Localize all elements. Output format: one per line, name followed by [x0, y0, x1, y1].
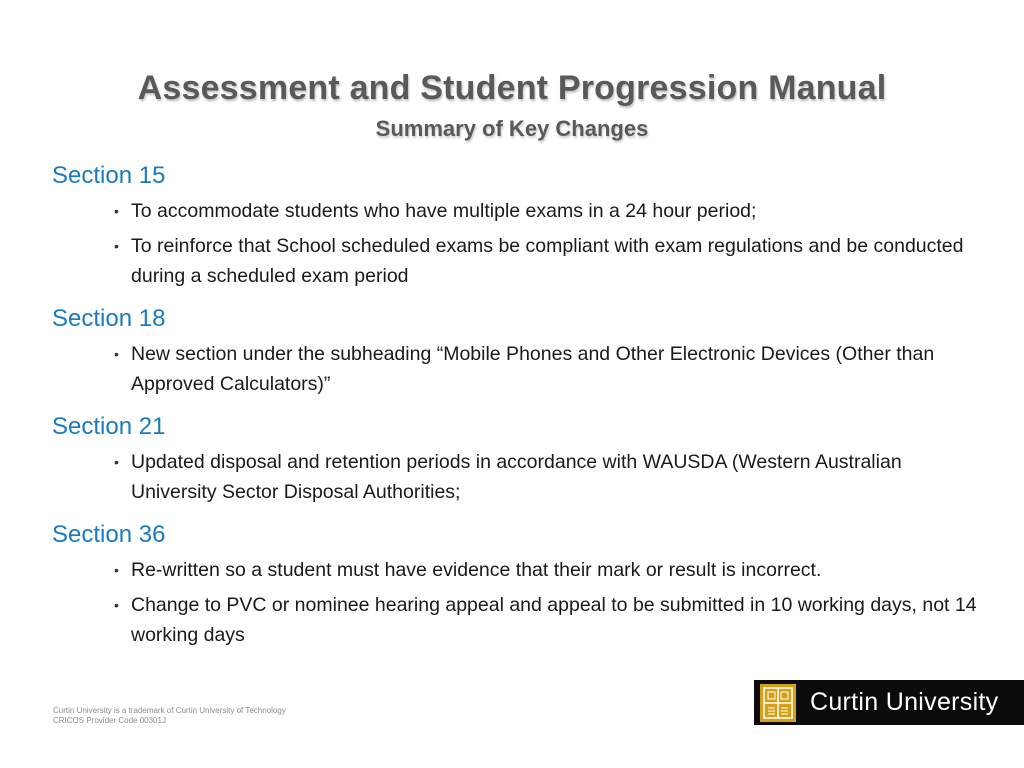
bullet-text: Updated disposal and retention periods in accordance with WAUSDA (Western Australian University Sector Disposal Authorities;	[131, 451, 902, 503]
section-heading: Section 18	[52, 305, 166, 332]
curtin-crest-icon	[760, 684, 796, 722]
section-21	[52, 411, 982, 507]
footer	[53, 706, 286, 726]
bullet-item	[114, 447, 982, 507]
bullet-list	[52, 447, 982, 507]
bullet-text: Change to PVC or nominee hearing appeal and appeal to be submitted in 10 working days, not 14 working days	[131, 594, 977, 646]
bullet-icon: •	[114, 597, 119, 613]
bullet-icon: •	[114, 238, 119, 254]
bullet-icon: •	[114, 346, 119, 362]
bullet-text: New section under the subheading “Mobile Phones and Other Electronic Devices (Other than Approved Calculators)”	[131, 343, 935, 395]
bullet-icon: •	[114, 562, 119, 578]
curtin-logo	[754, 680, 1024, 725]
slide-content	[52, 160, 982, 662]
section-heading: Section 36	[52, 521, 166, 548]
slide-title: Assessment and Student Progression Manual	[137, 69, 887, 107]
bullet-item	[114, 339, 982, 399]
section-heading: Section 21	[52, 413, 166, 440]
bullet-text: Re-written so a student must have evidence that their mark or result is incorrect.	[131, 559, 822, 581]
bullet-text: To accommodate students who have multiple exams in a 24 hour period;	[131, 200, 757, 222]
slide-subtitle: Summary of Key Changes	[375, 116, 649, 141]
bullet-item	[114, 555, 982, 585]
section-36	[52, 519, 982, 650]
bullet-item	[114, 590, 982, 650]
section-18	[52, 303, 982, 399]
bullet-icon: •	[114, 203, 119, 219]
section-15	[52, 160, 982, 291]
bullet-icon: •	[114, 454, 119, 470]
bullet-text: To reinforce that School scheduled exams be compliant with exam regulations and be conducted during a scheduled exam period	[131, 235, 964, 287]
footer-cricos: CRICOS Provider Code 00301J	[53, 716, 166, 725]
bullet-list	[52, 196, 982, 291]
bullet-item	[114, 196, 982, 226]
section-heading: Section 15	[52, 162, 166, 189]
logo-wordmark: Curtin University	[810, 688, 999, 716]
bullet-list	[52, 555, 982, 650]
bullet-item	[114, 231, 982, 291]
footer-trademark: Curtin University is a trademark of Curtin University of Technology	[53, 706, 286, 715]
bullet-list	[52, 339, 982, 399]
